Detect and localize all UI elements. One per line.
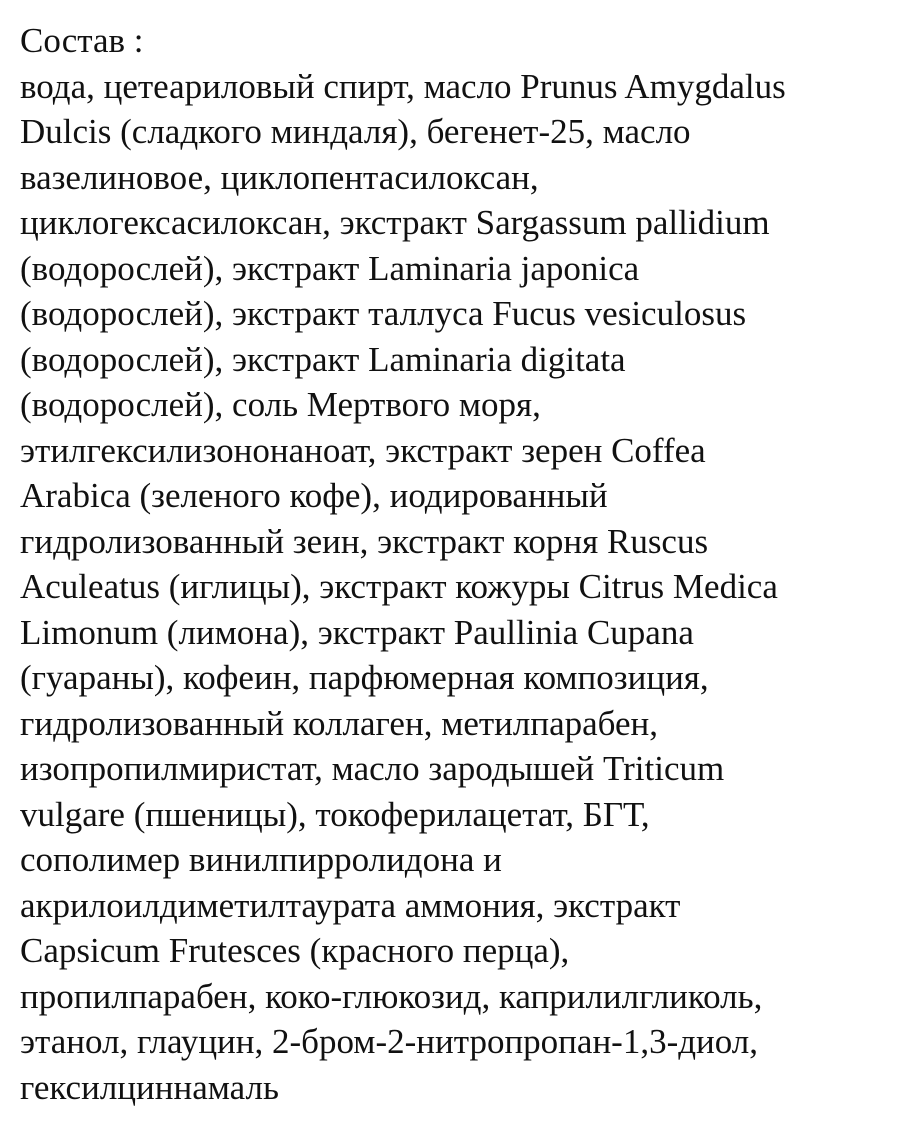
text-line: этанол, глауцин, 2-бром-2-нитропропан-1,3-диол, [20,1022,759,1061]
text-line: vulgare (пшеницы), токоферилацетат, БГТ, [20,794,650,834]
text-line: Aculeatus (иглицы), экстракт кожуры Citrus Medica [20,567,778,606]
text-line: циклогексасилоксан, экстракт Sargassum pallidium [20,203,770,242]
text-line: гидролизованный коллаген, метилпарабен, [20,703,659,743]
text-line: пропилпарабен, коко-глюкозид, каприлилгликоль, [20,976,763,1016]
text-line: изопропилмиристат, масло зародышей Triticum [20,749,725,788]
text-line: Capsicum Frutesces (красного перца), [20,931,570,970]
text-line: (водорослей), экстракт Laminaria digitata [20,339,626,379]
composition-heading: Состав : [20,21,144,60]
text-line: этилгексилизононаноат, экстракт зерен Coffea [20,430,706,470]
text-line: Dulcis (сладкого миндаля), бегенет-25, масло [20,112,691,151]
text-line: гексилциннамаль [20,1067,279,1107]
text-line: Limonum (лимона), экстракт Paullinia Cupana [20,612,694,652]
text-line: вазелиновое, циклопентасилоксан, [20,157,539,197]
text-line: вода, цетеариловый спирт, масло Prunus Amygdalus [20,66,786,106]
text-line: гидролизованный зеин, экстракт корня Ruscus [20,521,709,561]
text-line: (гуараны), кофеин, парфюмерная композиция, [20,658,709,697]
text-line: (водорослей), соль Мертвого моря, [20,385,541,424]
text-line: акрилоилдиметилтаурата аммония, экстракт [20,885,681,925]
ingredients-text [20,64,894,1111]
text-line: (водорослей), экстракт таллуса Fucus vesiculosus [20,294,747,333]
text-line: (водорослей), экстракт Laminaria japonica [20,248,640,288]
text-line: Arabica (зеленого кофе), иодированный [20,476,608,515]
text-line: сополимер винилпирролидона и [20,840,502,879]
